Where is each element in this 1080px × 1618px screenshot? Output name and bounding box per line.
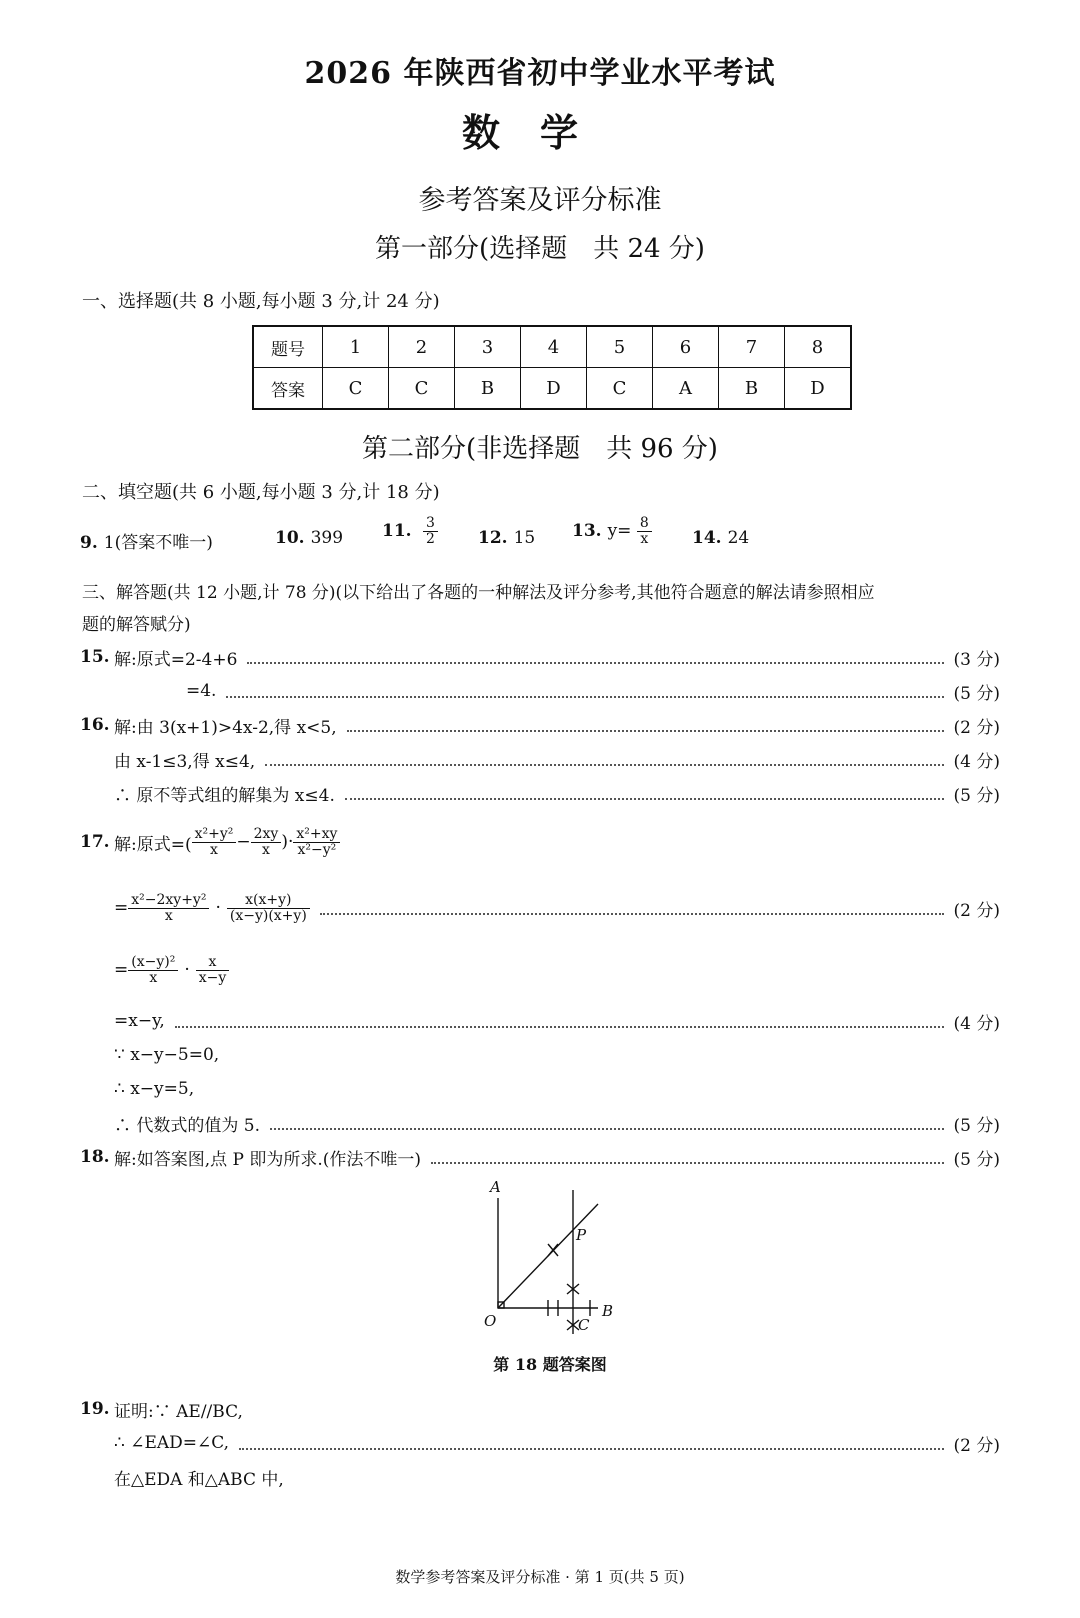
q17-line-5: ∵ x−y−5=0, (114, 1045, 220, 1065)
section3-heading-cont: 题的解答赋分) (82, 615, 191, 635)
table-cell: 2 (389, 326, 455, 368)
table-cell: A (653, 368, 719, 410)
table-cell: B (455, 368, 521, 410)
leader-dots (175, 1014, 944, 1028)
fraction: $\frac{\text{x²−2xy+y²}}{x}$ (128, 893, 209, 924)
q17-line-7: ∴ 代数式的值为 5. (5 分) (114, 1115, 1000, 1136)
fill-answer-9: 9. 1(答案不唯一) (80, 533, 213, 553)
table-row (253, 326, 851, 368)
label-o: O (484, 1312, 497, 1330)
fill-answer-12: 12. 15 (478, 528, 536, 548)
fraction: $\frac{\text{(x−y)²}}{x}$ (128, 955, 178, 986)
leader-dots (347, 718, 944, 732)
q17-line-4: =x−y, (4 分) (114, 1011, 1000, 1034)
table-row (253, 368, 851, 410)
part1-heading: 第一部分(选择题 共 24 分) (375, 234, 705, 264)
fraction: $\frac{x(x+y)}{(x-y)(x+y)}$ (227, 893, 310, 924)
fraction: $\frac{3}{2}$ (423, 516, 438, 547)
q17-line-6: ∴ x−y=5, (114, 1079, 195, 1099)
q17-line-3: = $\frac{\text{(x−y)²}}{x}$ · $\frac{x}{x-y}$ (114, 952, 1000, 988)
table-cell: C (587, 368, 653, 410)
table-cell: 4 (521, 326, 587, 368)
fill-answer-14: 14. 24 (692, 528, 750, 548)
q17-line-1: 17. 解:原式=( $\frac{\text{x²+y²}}{x}$ − $\frac{2xy}{x}$ )· $\frac{\text{x²+xy}}{\text{x²−y²}}$ (80, 824, 1000, 860)
fraction: $\frac{\text{x²+xy}}{\text{x²−y²}}$ (293, 827, 340, 858)
q16-line-3: ∴ 原不等式组的解集为 x≤4. (5 分) (114, 785, 1000, 806)
fill-answer-11: 11. $\frac{3}{2}$ (382, 516, 438, 547)
row-label-number: 题号 (253, 326, 323, 368)
section1-heading: 一、选择题(共 8 小题,每小题 3 分,计 24 分) (82, 291, 440, 312)
q18-construction-figure (470, 1172, 630, 1342)
leader-dots (270, 1116, 943, 1130)
table-cell: B (719, 368, 785, 410)
leader-dots (345, 786, 944, 800)
q18-line-1: 18. 解:如答案图,点 P 即为所求.(作法不唯一) (5 分) (80, 1147, 1000, 1170)
section3-heading: 三、解答题(共 12 小题,计 78 分)(以下给出了各题的一种解法及评分参考,其他符合题意的解法请参照相应 (82, 583, 875, 603)
fraction: $\frac{x}{x-y}$ (196, 955, 230, 986)
table-cell: 8 (785, 326, 852, 368)
row-label-answer: 答案 (253, 368, 323, 410)
q19-line-3: 在△EDA 和△ABC 中, (114, 1469, 284, 1490)
section2-heading: 二、填空题(共 6 小题,每小题 3 分,计 18 分) (82, 482, 440, 503)
q16-line-2: 由 x-1≤3,得 x≤4, (4 分) (114, 751, 1000, 772)
leader-dots (247, 650, 943, 664)
leader-dots (431, 1150, 943, 1164)
q19-line-2: ∴ ∠EAD=∠C, (2 分) (114, 1433, 1000, 1456)
q17-line-2: = $\frac{\text{x²−2xy+y²}}{x}$ · $\frac{x(x+y)}{(x-y)(x+y)}$ (2 分) (114, 891, 1000, 924)
choice-answer-table (252, 325, 852, 410)
figure-caption: 第 18 题答案图 (493, 1355, 607, 1374)
fraction: $\frac{2xy}{x}$ (251, 827, 282, 858)
table-cell: D (521, 368, 587, 410)
table-cell: C (323, 368, 389, 410)
label-a: A (490, 1178, 501, 1196)
q16-line-1: 16. 解:由 3(x+1)>4x-2,得 x<5, (2 分) (80, 715, 1000, 738)
page-footer: 数学参考答案及评分标准 · 第 1 页(共 5 页) (395, 1568, 685, 1586)
fill-answer-10: 10. 399 (275, 528, 344, 548)
leader-dots (239, 1436, 943, 1450)
fraction: $\frac{8}{x}$ (637, 516, 652, 547)
exam-title: 2026 年陕西省初中学业水平考试 (304, 56, 776, 91)
table-cell: 5 (587, 326, 653, 368)
table-cell: D (785, 368, 852, 410)
label-c: C (578, 1316, 590, 1334)
table-cell: 3 (455, 326, 521, 368)
q15-line-1: 15. 解:原式=2-4+6 (3 分) (80, 647, 1000, 670)
q19-line-1: 19. 证明:∵ AE//BC, (80, 1399, 243, 1422)
table-cell: 7 (719, 326, 785, 368)
leader-dots (226, 684, 943, 698)
leader-dots (320, 901, 944, 915)
table-cell: C (389, 368, 455, 410)
subject-title: 数学 (461, 110, 618, 155)
leader-dots (265, 752, 943, 766)
table-cell: 1 (323, 326, 389, 368)
part2-heading: 第二部分(非选择题 共 96 分) (362, 434, 718, 464)
label-b: B (602, 1302, 614, 1320)
fill-answer-13: 13. y= $\frac{8}{x}$ (572, 516, 652, 547)
fraction: $\frac{\text{x²+y²}}{x}$ (192, 827, 237, 858)
table-cell: 6 (653, 326, 719, 368)
label-p: P (576, 1226, 587, 1244)
document-title: 参考答案及评分标准 (418, 185, 662, 216)
q15-line-2: =4. (5 分) (186, 681, 1000, 704)
